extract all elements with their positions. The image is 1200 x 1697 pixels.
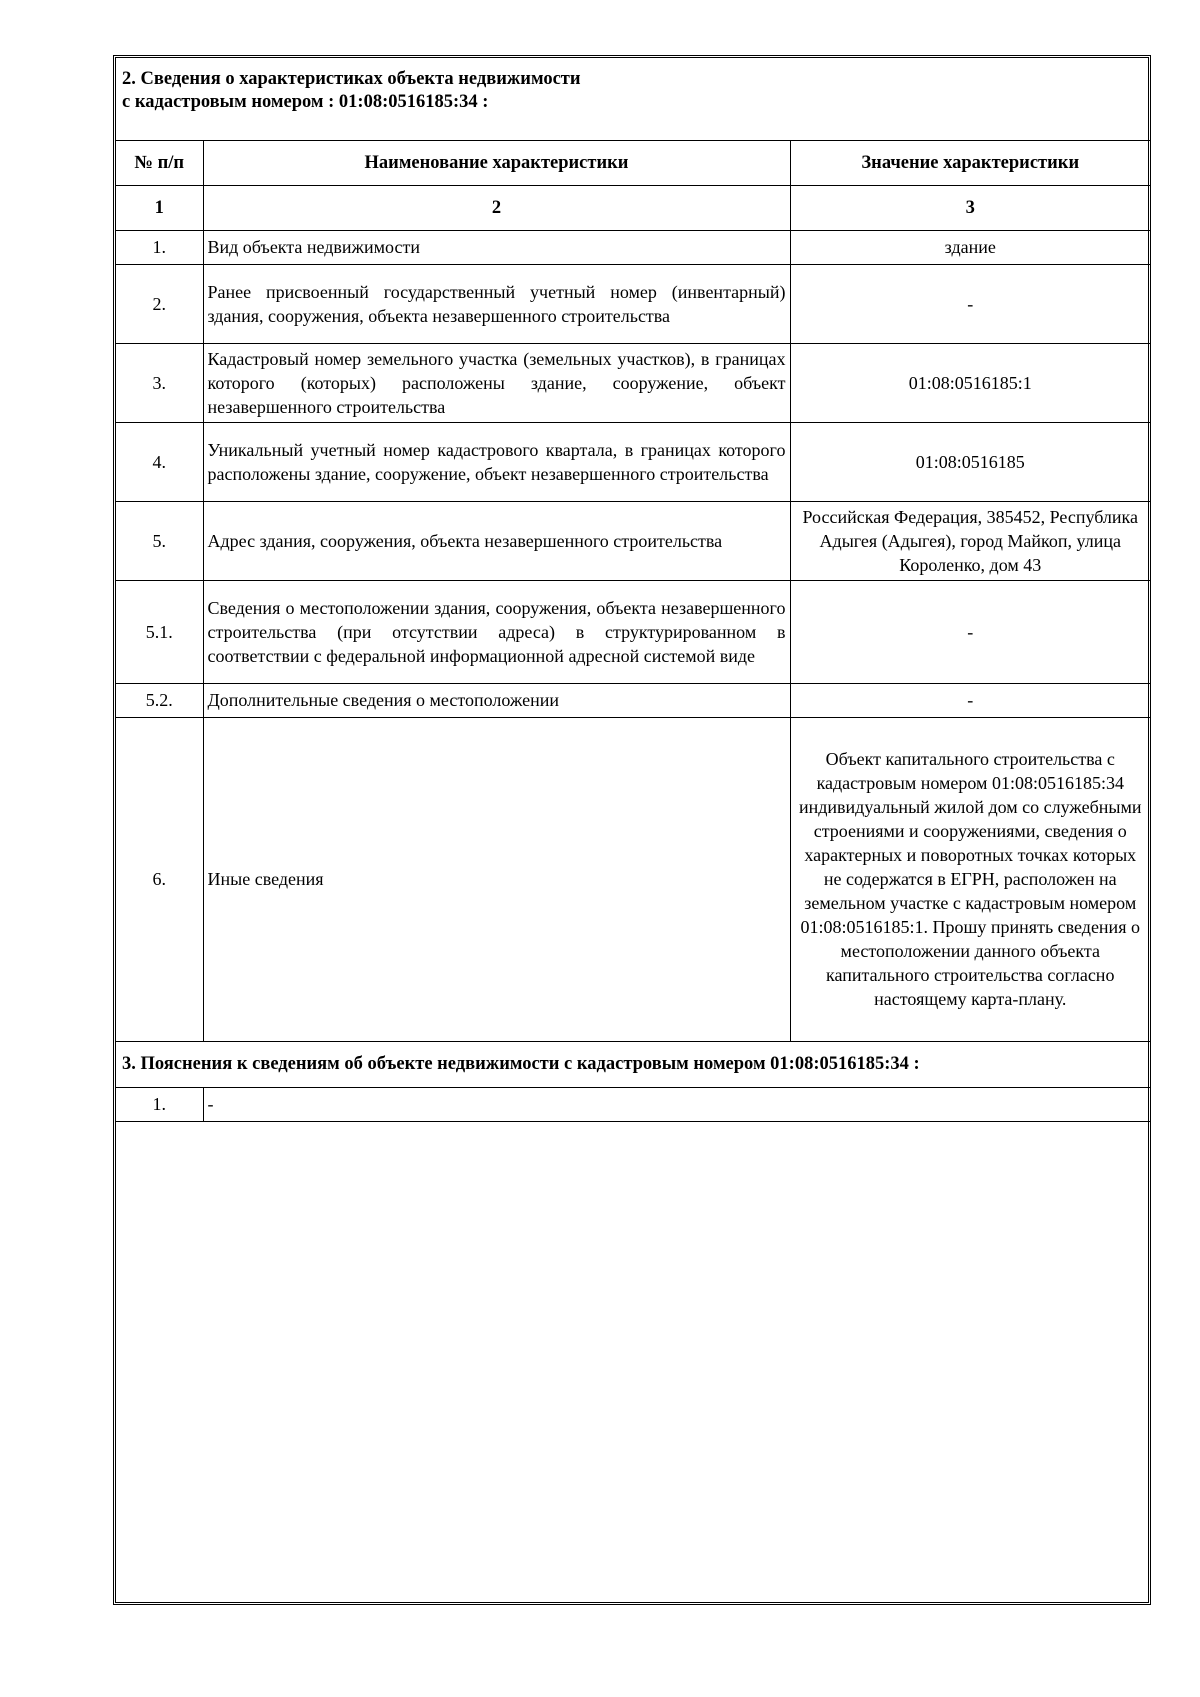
- row-number: 4.: [116, 422, 203, 501]
- document-frame: [113, 55, 1151, 1605]
- column-number-3: 3: [790, 185, 1150, 230]
- row-characteristic: Адрес здания, сооружения, объекта незавершенного строительства: [203, 501, 790, 580]
- row-value: -: [790, 683, 1150, 717]
- table-row: [116, 717, 1150, 1041]
- column-header-row: [116, 140, 1150, 185]
- table-row: [116, 422, 1150, 501]
- row-number: 6.: [116, 717, 203, 1041]
- row-characteristic: Сведения о местоположении здания, сооружения, объекта незавершенного строительства (при отсутствии адреса) в структурированном в соответствии с федеральной информационной адресной системой виде: [203, 580, 790, 683]
- row-value: 01:08:0516185:1: [790, 343, 1150, 422]
- row-characteristic: Уникальный учетный номер кадастрового квартала, в границах которого расположены здание, сооружение, объект незавершенного строительства: [203, 422, 790, 501]
- row-characteristic: Иные сведения: [203, 717, 790, 1041]
- row-value: здание: [790, 230, 1150, 264]
- row-number: 5.1.: [116, 580, 203, 683]
- row-characteristic: Кадастровый номер земельного участка (земельных участков), в границах которого (которых) расположены здание, сооружение, объект незавершенного строительства: [203, 343, 790, 422]
- row-number: 2.: [116, 264, 203, 343]
- table-row: [116, 230, 1150, 264]
- header-name: Наименование характеристики: [203, 140, 790, 185]
- row-number: 3.: [116, 343, 203, 422]
- row-characteristic: Ранее присвоенный государственный учетный номер (инвентарный) здания, сооружения, объекта незавершенного строительства: [203, 264, 790, 343]
- row-value: -: [790, 264, 1150, 343]
- header-value: Значение характеристики: [790, 140, 1150, 185]
- column-number-1: 1: [116, 185, 203, 230]
- characteristics-table: [116, 58, 1150, 1122]
- column-number-2: 2: [203, 185, 790, 230]
- row-number: 1.: [116, 1087, 203, 1121]
- header-number: № п/п: [116, 140, 203, 185]
- row-value: -: [790, 580, 1150, 683]
- row-number: 5.: [116, 501, 203, 580]
- section3-title: 3. Пояснения к сведениям об объекте недвижимости с кадастровым номером 01:08:0516185:34 :: [116, 1041, 1150, 1087]
- row-explanation: -: [203, 1087, 1150, 1121]
- row-number: 1.: [116, 230, 203, 264]
- column-number-row: [116, 185, 1150, 230]
- row-value: Объект капитального строительства с кадастровым номером 01:08:0516185:34 индивидуальный жилой дом со служебными строениями и сооружениями, сведения о характерных и поворотных точках которых не содержатся в ЕГРН, расположен на земельном участке с кадастровым номером 01:08:0516185:1. Прошу принять сведения о местоположении данного объекта капитального строительства согласно настоящему карта-плану.: [790, 717, 1150, 1041]
- row-characteristic: Дополнительные сведения о местоположении: [203, 683, 790, 717]
- section2-title-line2: с кадастровым номером : 01:08:0516185:34 :: [122, 92, 489, 112]
- row-characteristic: Вид объекта недвижимости: [203, 230, 790, 264]
- section2-title-row: [116, 58, 1150, 140]
- table-row: [116, 501, 1150, 580]
- row-value: 01:08:0516185: [790, 422, 1150, 501]
- table-row: [116, 580, 1150, 683]
- table-row: [116, 264, 1150, 343]
- section2-title-line1: 2. Сведения о характеристиках объекта недвижимости: [122, 69, 581, 89]
- table-row: [116, 343, 1150, 422]
- table-row: [116, 683, 1150, 717]
- row-value: Российская Федерация, 385452, Республика Адыгея (Адыгея), город Майкоп, улица Короленко, дом 43: [790, 501, 1150, 580]
- section2-title: [116, 58, 1150, 140]
- section3-title-row: [116, 1041, 1150, 1087]
- table-row: [116, 1087, 1150, 1121]
- row-number: 5.2.: [116, 683, 203, 717]
